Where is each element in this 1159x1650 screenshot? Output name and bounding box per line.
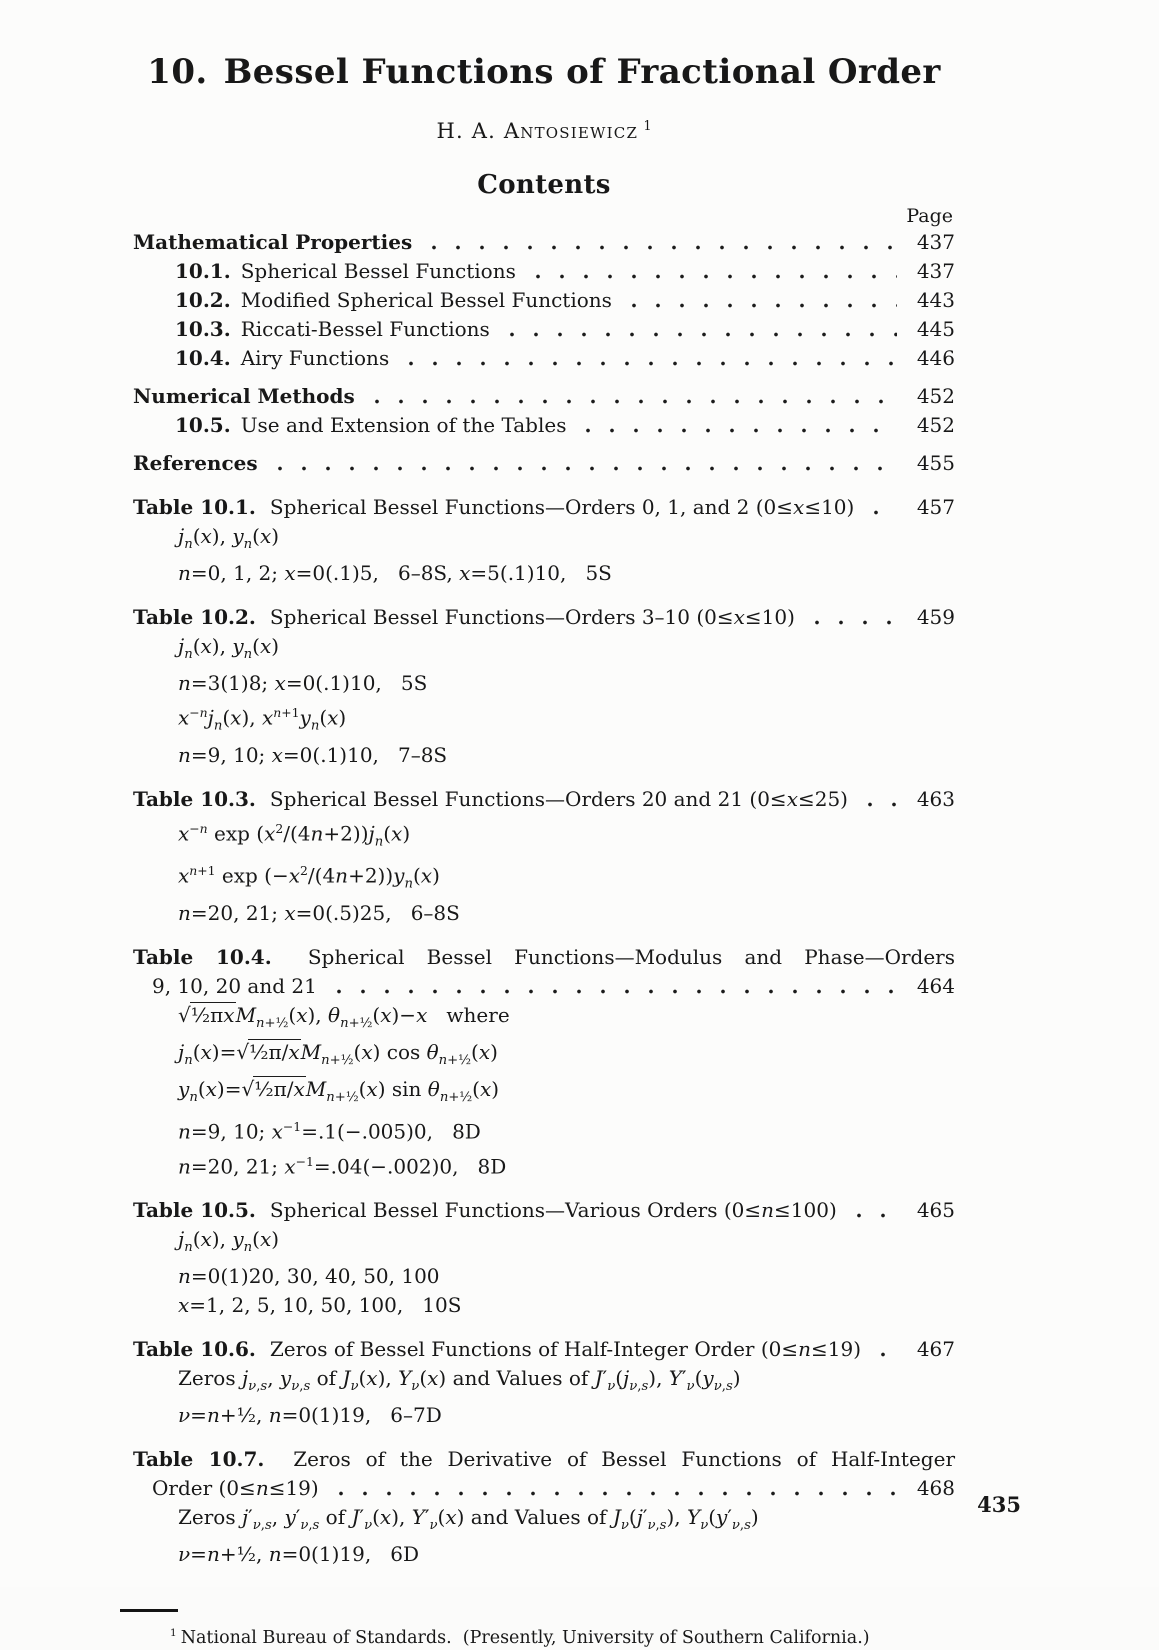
table-title-row — [133, 943, 955, 972]
entry-title: Spherical Bessel Functions — [240, 259, 516, 283]
dot-leader — [864, 493, 897, 522]
toc-entry-mathematical-properties — [133, 228, 955, 257]
dot-leader — [329, 1474, 897, 1503]
table-title: Spherical Bessel Functions—Modulus and Phase—Orders — [307, 944, 956, 969]
table-title-row — [133, 1335, 955, 1364]
table-title: Spherical Bessel Functions—Various Orders (0≤n≤100) — [269, 1198, 837, 1223]
math-line: $j_n(x)$, $y_n(x)$ — [178, 1227, 280, 1256]
toc-entry-table-10-5 — [133, 1196, 955, 1320]
footnote-text: National Bureau of Standards. (Presently, University of Southern California.) — [180, 1628, 870, 1649]
entry-title: Riccati-Bessel Functions — [240, 317, 490, 341]
dot-leader — [500, 315, 897, 344]
toc-entry-table-10-6 — [133, 1335, 955, 1430]
entry-number: 10.4. — [175, 346, 231, 370]
chapter-number: 10. — [147, 52, 208, 92]
toc-entry-10-2 — [133, 286, 955, 315]
entry-page-number: 437 — [916, 230, 955, 254]
entry-page-number: 452 — [916, 413, 955, 437]
entry-page-number: 463 — [916, 786, 955, 811]
table-title: Zeros of Bessel Functions of Half-Integer Order (0≤n≤19) — [269, 1337, 862, 1362]
table-title: Spherical Bessel Functions—Orders 0, 1, and 2 (0≤x≤10) — [269, 495, 855, 519]
math-line: Zeros $j'_{\nu,s}$, $y'_{\nu,s}$ of $J'_\nu(x)$, $Y'_\nu(x)$ and Values of $J_\nu(j'_{\nu,s})$, $Y_\nu(y'_{\nu,s})$ — [178, 1505, 759, 1534]
toc-entry-table-10-7 — [133, 1445, 955, 1569]
math-line: n=3(1)8; x=0(.1)10, 5S — [178, 671, 428, 695]
table-title: Spherical Bessel Functions—Orders 3–10 (0≤x≤10) — [269, 605, 795, 629]
table-number: Table 10.4. — [133, 944, 272, 969]
table-title-continuation — [133, 1474, 955, 1503]
table-number: Table 10.1. — [133, 495, 256, 519]
chapter-title — [133, 50, 955, 94]
entry-page-number: 457 — [916, 495, 955, 519]
entry-number: 10.2. — [175, 288, 231, 312]
footnote-block — [133, 1609, 955, 1650]
toc-entry-10-5 — [133, 411, 955, 440]
math-line: n=0, 1, 2; x=0(.1)5, 6–8S, x=5(.1)10, 5S — [178, 561, 612, 585]
author-byline: H. A. Antosiewicz $^1$ — [436, 118, 652, 143]
entry-title: Modified Spherical Bessel Functions — [240, 288, 612, 312]
footnote-mark: 1 — [170, 1627, 177, 1640]
entry-number: 10.5. — [175, 413, 231, 437]
dot-leader — [576, 411, 897, 440]
entry-title: References — [133, 451, 258, 475]
math-line: n=0(1)20, 30, 40, 50, 100 — [178, 1264, 440, 1289]
entry-page-number: 452 — [916, 384, 955, 408]
dot-leader — [847, 1196, 897, 1225]
toc-entry-10-4 — [133, 344, 955, 373]
math-line: Zeros $j_{\nu,s}$, $y_{\nu,s}$ of $J_\nu(x)$, $Y_\nu(x)$ and Values of $J'_\nu(j_{\nu,s})$, $Y'_\nu(y_{\nu,s})$ — [178, 1366, 741, 1395]
entry-page-number: 459 — [916, 605, 955, 629]
dot-leader — [365, 382, 897, 411]
table-title: Spherical Bessel Functions—Orders 20 and 21 (0≤x≤25) — [269, 786, 848, 811]
table-number: Table 10.7. — [133, 1447, 265, 1472]
toc-entry-10-3 — [133, 315, 955, 344]
entry-page-number: 465 — [916, 1198, 955, 1223]
dot-leader — [858, 785, 897, 814]
math-line: n=9, 10; $x^{-1}=.1(-.005)0$, 8D — [178, 1118, 481, 1144]
table-number: Table 10.6. — [133, 1337, 256, 1362]
table-title-row — [133, 1445, 955, 1474]
math-line: $x^{n+1}$ $\exp (-x^2/(4n+2))y_n(x)$ — [178, 863, 440, 892]
entry-title: Airy Functions — [240, 346, 390, 370]
entry-title: Numerical Methods — [133, 384, 355, 408]
entry-number: 10.1. — [175, 259, 231, 283]
math-line: x=1, 2, 5, 10, 50, 100, 10S — [178, 1293, 462, 1318]
chapter-title-text: Bessel Functions of Fractional Order — [223, 52, 941, 92]
math-line: $j_n(x)$, $y_n(x)$ — [178, 524, 280, 552]
dot-leader — [871, 1335, 897, 1364]
table-title-row — [133, 493, 955, 522]
entry-page-number: 437 — [916, 259, 955, 283]
entry-title: Mathematical Properties — [133, 230, 413, 254]
entry-page-number: 443 — [916, 288, 955, 312]
toc-entry-table-10-4 — [133, 943, 955, 1181]
math-line: n=9, 10; x=0(.1)10, 7–8S — [178, 742, 448, 767]
dot-leader — [327, 972, 897, 1001]
toc-entry-numerical-methods — [133, 382, 955, 411]
table-title-cont-text: 9, 10, 20 and 21 — [152, 973, 317, 998]
entry-page-number: 446 — [916, 346, 955, 370]
toc-entry-table-10-2 — [133, 603, 955, 770]
table-number: Table 10.3. — [133, 786, 256, 811]
toc-entry-10-1 — [133, 257, 955, 286]
math-line: n=20, 21; x=0(.5)25, 6–8S — [178, 900, 460, 925]
entry-page-number: 445 — [916, 317, 955, 341]
entry-title: Use and Extension of the Tables — [240, 413, 567, 437]
table-number: Table 10.2. — [133, 605, 256, 629]
page-folio-number: 435 — [977, 1492, 1021, 1517]
table-title-cont-text: Order (0≤n≤19) — [152, 1476, 319, 1501]
math-line: n=20, 21; $x^{-1}=.04(-.002)0$, 8D — [178, 1153, 507, 1179]
dot-leader — [422, 228, 897, 257]
math-line: $x^{-n}j_n(x)$, $x^{n+1}y_n(x)$ — [178, 705, 347, 734]
math-line: $x^{-n}$ $\exp (x^2/(4n+2))j_n(x)$ — [178, 820, 411, 850]
math-line: ν=n+½, n=0(1)19, 6D — [178, 1542, 420, 1567]
dot-leader — [399, 344, 897, 373]
math-line: √½πxM$_{n+\frac{1}{2}}$(x), $\theta_{n+\frac{1}{2}}(x)-x$ where — [178, 1002, 510, 1031]
entry-page-number: 464 — [916, 973, 955, 998]
table-title: Zeros of the Derivative of Bessel Functions of Half-Integer — [293, 1447, 956, 1472]
entry-page-number: 455 — [916, 451, 955, 475]
entry-number: 10.3. — [175, 317, 231, 341]
math-line: $j_n(x)=√\frac{1}{2}\pi/xM_{n+\frac{1}{2}}(x)$ $\cos \theta_{n+\frac{1}{2}}(x)$ — [178, 1039, 498, 1068]
toc-entry-table-10-1 — [133, 493, 955, 588]
table-title-continuation — [133, 972, 955, 1001]
dot-leader — [526, 257, 897, 286]
dot-leader — [268, 449, 897, 478]
footnote — [133, 1621, 955, 1650]
page-column-label: Page — [906, 205, 953, 227]
math-line: ν=n+½, n=0(1)19, 6–7D — [178, 1403, 442, 1428]
contents-heading: Contents — [477, 170, 611, 200]
entry-page-number: 468 — [916, 1476, 955, 1501]
toc-entry-references — [133, 449, 955, 478]
footnote-rule — [120, 1609, 178, 1612]
dot-leader — [622, 286, 897, 315]
table-title-row — [133, 1196, 955, 1225]
dot-leader — [805, 603, 897, 632]
table-title-row — [133, 603, 955, 632]
math-line: $y_n(x)=√\frac{1}{2}\pi/xM_{n+\frac{1}{2}}(x)$ $\sin \theta_{n+\frac{1}{2}}(x)$ — [178, 1076, 500, 1105]
entry-page-number: 467 — [916, 1337, 955, 1362]
table-number: Table 10.5. — [133, 1198, 256, 1223]
math-line: $j_n(x)$, $y_n(x)$ — [178, 634, 280, 662]
toc-entry-table-10-3 — [133, 785, 955, 928]
table-title-row — [133, 785, 955, 814]
